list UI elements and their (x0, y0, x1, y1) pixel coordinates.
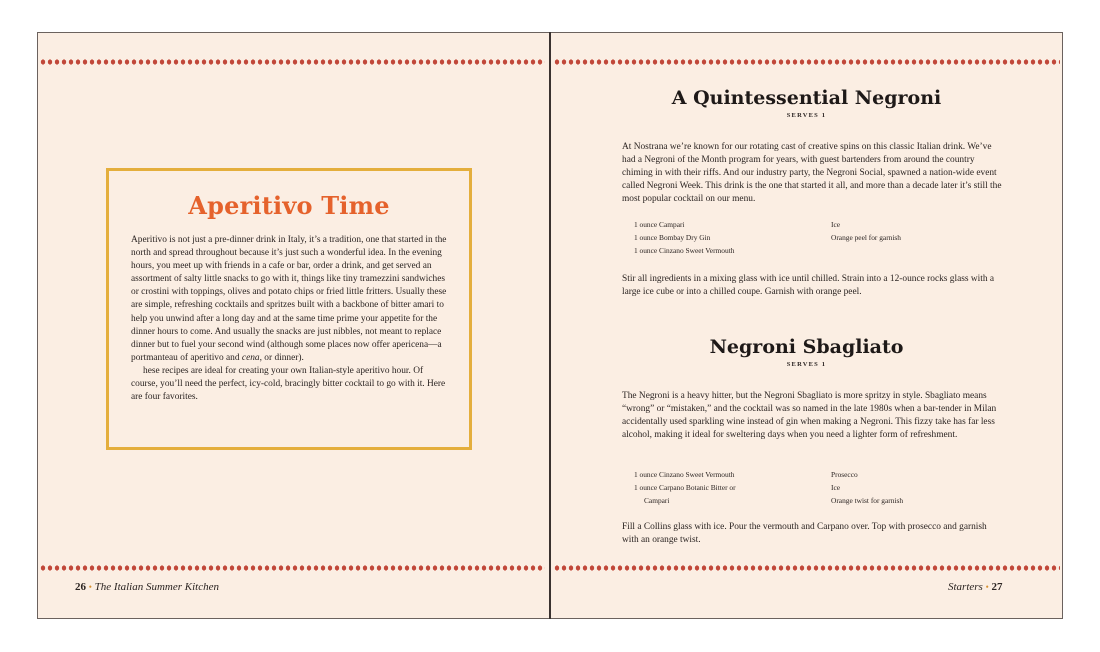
recipe1-intro: At Nostrana we’re known for our rotating cast of creative spins on this classic Italian drink. We’ve had a Negroni of the Month program for years, with guest bartenders from around the country chiming in with their riffs. And our industry party, the Negroni Social, spawned a nation-wide event called Negroni Week. This drink is the one that started it all, and more than a decade later it’s still the most popular cocktail on our menu. (622, 142, 1002, 205)
ingredient: 1 ounce Cinzano Sweet Vermouth (634, 245, 735, 255)
book-gutter (549, 32, 551, 619)
recipe2-ingredients-left (634, 469, 736, 507)
recipe2-title: Negroni Sbagliato (709, 336, 904, 358)
recipe2-intro: The Negroni is a heavy hitter, but the Negroni Sbagliato is more spritzy in style. Sbagliato means “wrong” or “mistaken,” and the cocktail was so named in the late 1980s when a bar-tender in Milan accidentally used sparkling wine instead of gin when making a Negroni. This fizzy take has far less alcohol, making it ideal for sweltering days when you need a lighter form of refreshment. (622, 391, 997, 441)
ingredient: 1 ounce Bombay Dry Gin (634, 232, 711, 242)
left-page-number: 26 (75, 581, 86, 593)
ingredient: Orange peel for garnish (831, 232, 901, 242)
ingredient: Campari (644, 495, 670, 505)
top-border-left (40, 59, 545, 65)
ingredient: 1 ounce Cinzano Sweet Vermouth (634, 470, 735, 479)
bottom-border-left (40, 565, 545, 571)
ingredient: Ice (831, 482, 841, 492)
aperitivo-paragraph-1: Aperitivo is not just a pre-dinner drink in Italy, it’s a tradition, one that started in the north and spread throughout because it’s just such a wonderful idea. In the evening hours, you meet up with friends in a cafe or bar, order a drink, and get served an assortment of salty little snacks to go with it, things like tiny tramezzini sandwiches or crostini with toppings, olives and potato chips or fried little fritters. Usually these are simple, refreshing cocktails and spritzes built with a backbone of bitter amari to help you unwind after a long day and at the same time prime your appetite for the dinner hours to come. And usually the snacks are just nibbles, not meant to replace dinner but to fuel your second wind (although some places now offer apericena—a portmanteau of aperitivo and cena, or dinner). (131, 235, 447, 363)
recipe2-serves: SERVES 1 (786, 361, 827, 368)
ingredient: Ice (831, 220, 841, 229)
ingredient: 1 ounce Campari (634, 220, 685, 229)
ingredient: Orange twist for garnish (831, 495, 904, 505)
right-folio-separator: • (985, 582, 989, 592)
left-folio (75, 581, 219, 593)
recipe1-method: Stir all ingredients in a mixing glass with ice until chilled. Strain into a 12-ounce rocks glass with a large ice cube or into a chilled coupe. Garnish with orange peel. (622, 274, 995, 298)
aperitivo-text (131, 234, 447, 404)
ingredient: 1 ounce Carpano Botanic Bitter or (634, 482, 736, 492)
recipe1-title: A Quintessential Negroni (671, 87, 942, 109)
right-folio (948, 581, 1003, 593)
ingredient: Prosecco (831, 470, 858, 479)
left-folio-separator: • (88, 582, 92, 592)
top-border-right (554, 59, 1060, 65)
recipe1-ingredients-right (831, 219, 901, 245)
recipe2-method: Fill a Collins glass with ice. Pour the vermouth and Carpano over. Top with prosecco and garnish with an orange twist. (622, 522, 987, 546)
right-folio-section: Starters (948, 581, 983, 593)
aperitivo-paragraph-2: hese recipes are ideal for creating your own Italian-style aperitivo hour. Of course, you’ll need the perfect, icy-cold, bracingly bitter cocktail to go with it. Here are four favorites. (131, 365, 446, 403)
aperitivo-box (106, 168, 472, 450)
aperitivo-heading: Aperitivo Time (188, 191, 390, 220)
right-page-number: 27 (991, 581, 1003, 593)
recipe1-serves: SERVES 1 (786, 112, 827, 119)
left-folio-book-title: The Italian Summer Kitchen (94, 581, 220, 593)
recipe1-ingredients-left (634, 219, 734, 257)
recipe2-ingredients-right (831, 469, 903, 507)
bottom-border-right (554, 565, 1060, 571)
